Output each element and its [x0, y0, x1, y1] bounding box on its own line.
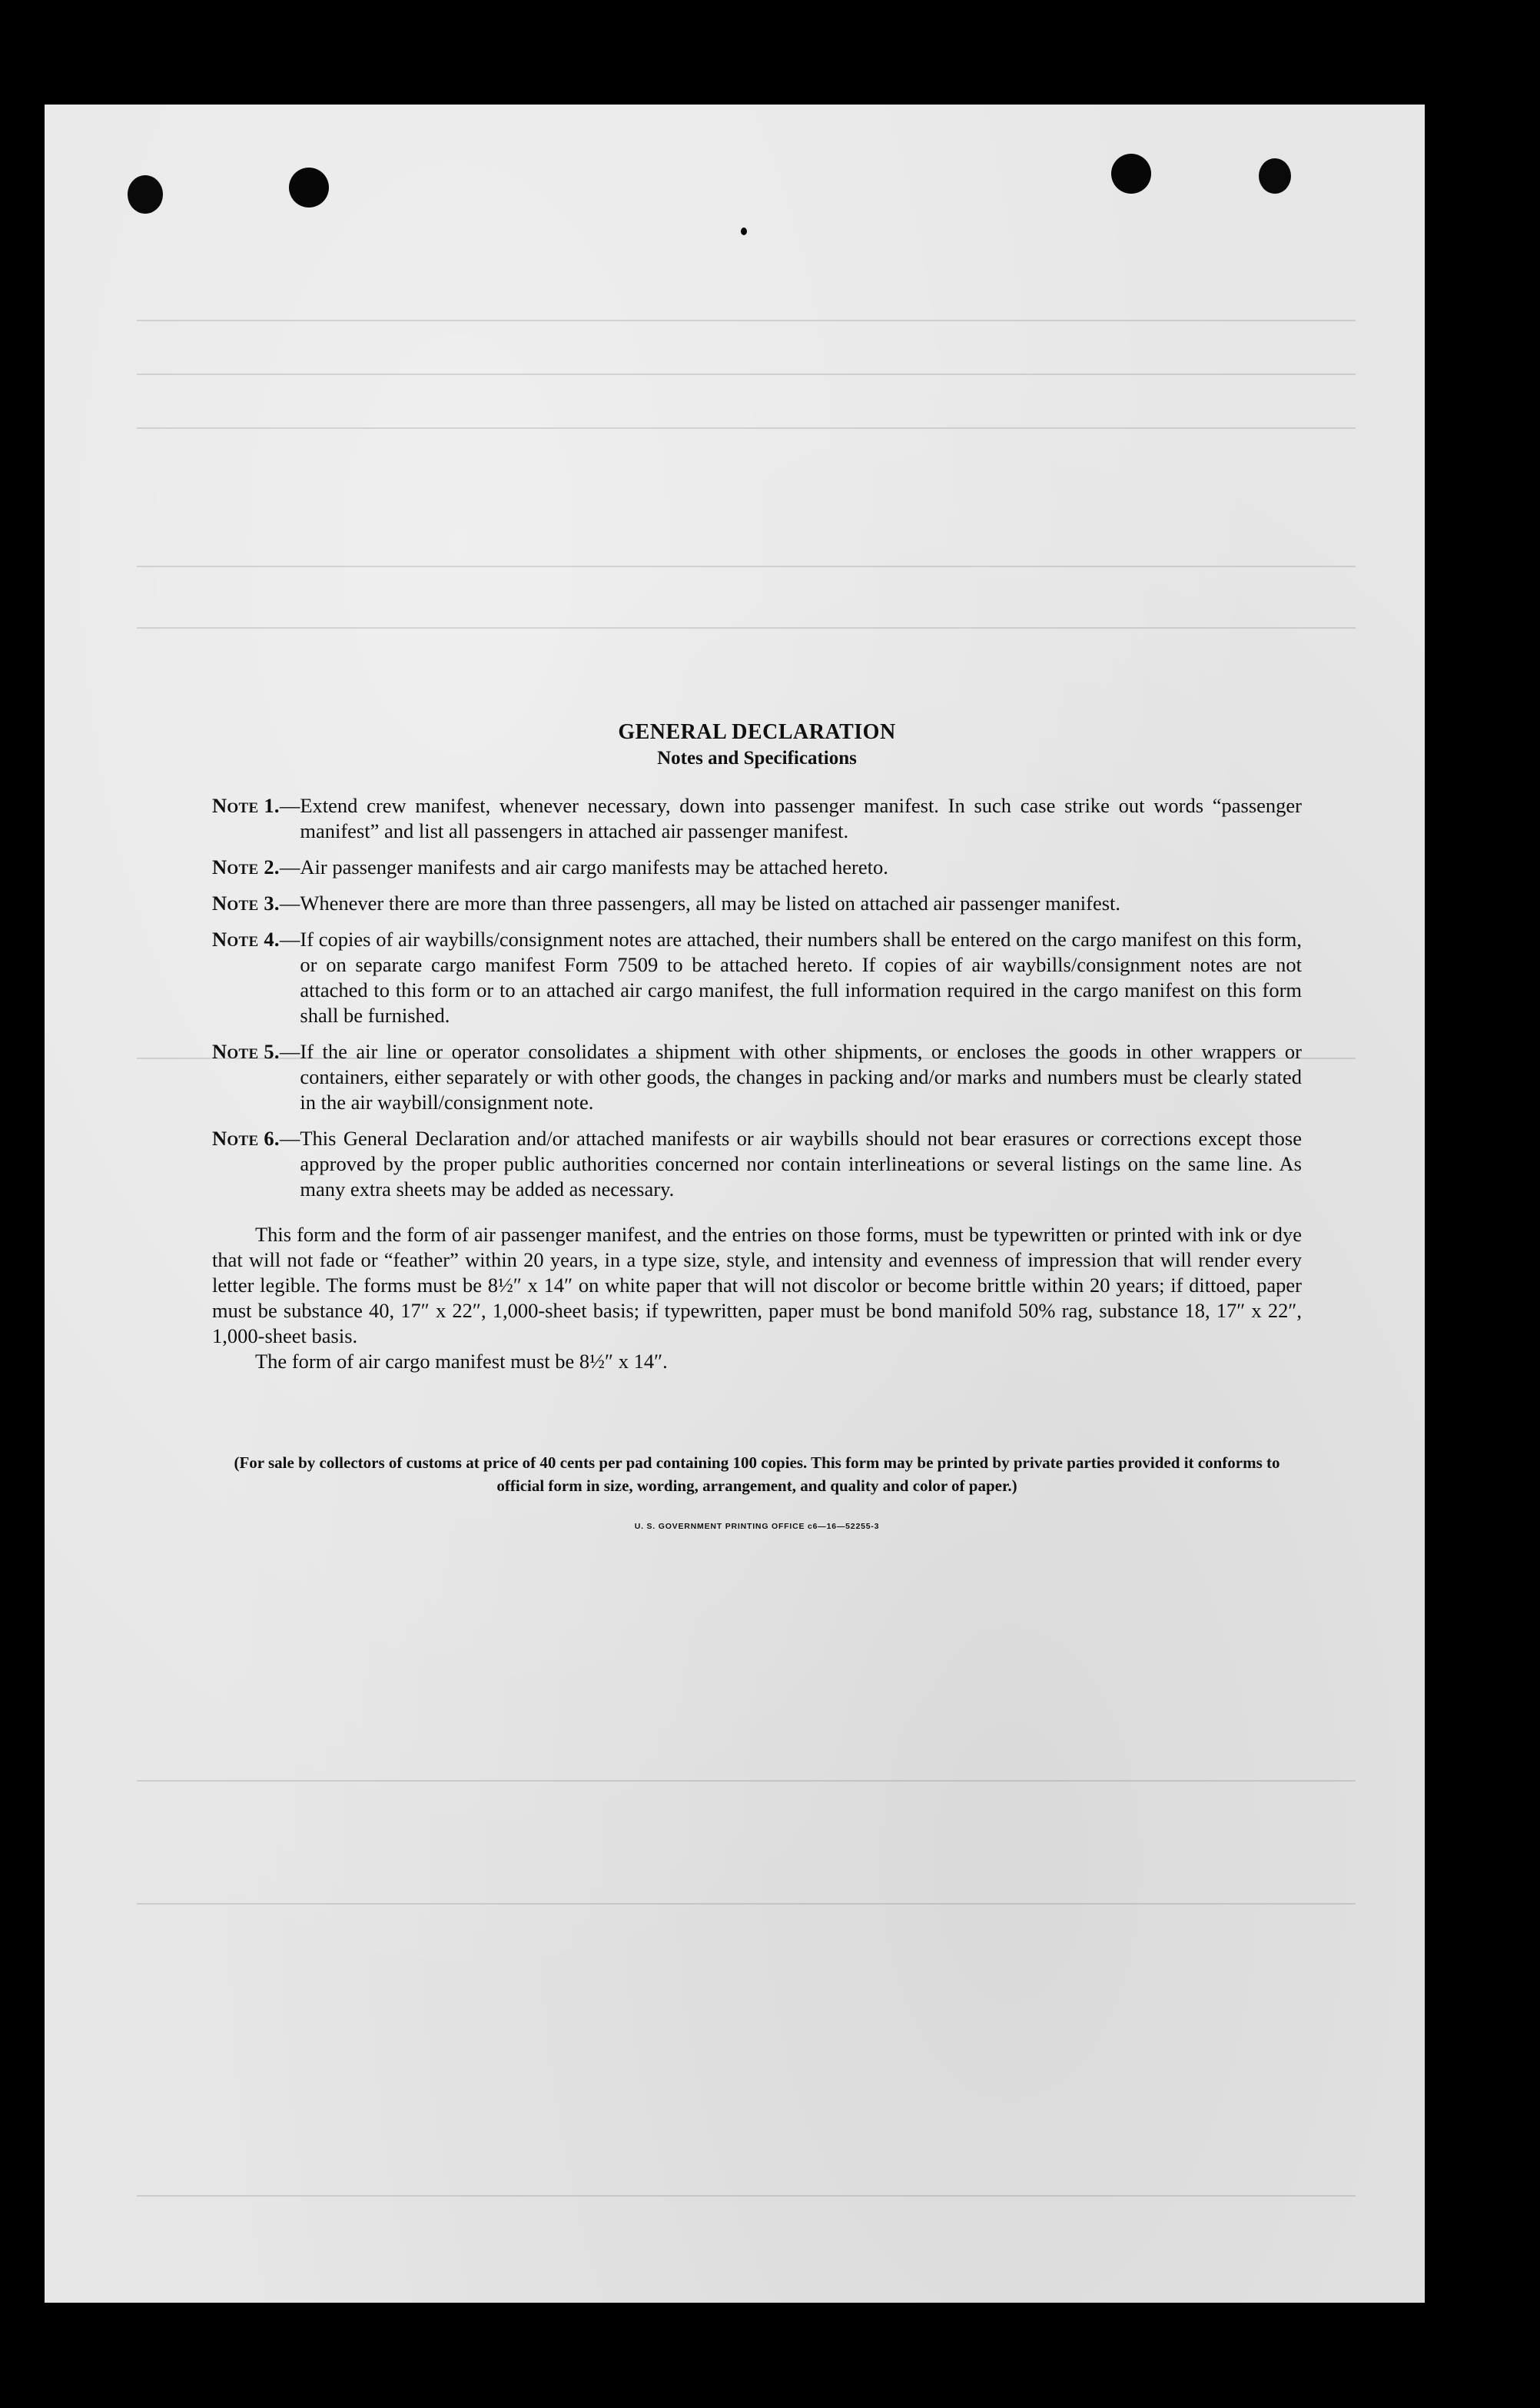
note-4 [212, 927, 1302, 1028]
note-text: Air passenger manifests and air cargo manifests may be attached hereto. [300, 855, 888, 879]
note-label: Note 1. [212, 794, 280, 817]
note-dash: — [279, 1040, 300, 1063]
note-label: Note 2. [212, 855, 280, 879]
note-dash: — [279, 892, 300, 915]
bleed-through-line [137, 320, 1356, 321]
ink-smudge-right [1259, 158, 1291, 194]
note-1 [212, 793, 1302, 844]
note-2 [212, 855, 1302, 880]
bleed-through-line [137, 627, 1356, 629]
note-label: Note 5. [212, 1040, 280, 1063]
note-text: Whenever there are more than three passengers, all may be listed on attached air passenger manifest. [300, 892, 1121, 915]
note-3 [212, 891, 1302, 916]
note-label: Note 3. [212, 892, 280, 915]
sale-note: (For sale by collectors of customs at price of 40 cents per pad containing 100 copies. This form may be printed by private parties provided it conforms to official form in size, wording, arrangement, and quality and color of paper.) [234, 1453, 1280, 1495]
note-text: If copies of air waybills/consignment notes are attached, their numbers shall be entered on the cargo manifest on this form, or on separate cargo manifest Form 7509 to be attached hereto. If copies of air waybills/consignment notes are not attached to this form or to an attached air cargo manifest, the full information required in the cargo manifest on this form shall be furnished. [300, 928, 1302, 1027]
note-dash: — [279, 794, 300, 817]
note-label: Note 6. [212, 1127, 280, 1150]
ink-speck [741, 228, 747, 235]
printer-line: U. S. GOVERNMENT PRINTING OFFICE c6—16—52255-3 [634, 1522, 880, 1531]
note-dash: — [279, 855, 300, 879]
bleed-through-line [137, 1780, 1356, 1782]
note-label: Note 4. [212, 928, 280, 951]
notes-content [212, 719, 1302, 1531]
bleed-through-line [137, 427, 1356, 429]
note-6 [212, 1126, 1302, 1202]
notes-list [212, 793, 1302, 1202]
bleed-through-line [137, 374, 1356, 375]
document-title: GENERAL DECLARATION [618, 720, 896, 744]
note-dash: — [279, 1127, 300, 1150]
punch-hole-left [289, 168, 329, 208]
bleed-through-line [137, 1903, 1356, 1905]
note-text: This General Declaration and/or attached manifests or air waybills should not bear erasures or corrections except those approved by the proper public authorities concerned nor contain interlineations or several listings on the same line. As many extra sheets may be added as necessary. [300, 1127, 1302, 1201]
note-5 [212, 1039, 1302, 1115]
note-text: Extend crew manifest, whenever necessary, down into passenger manifest. In such case strike out words “passenger manifest” and list all passengers in attached air passenger manifest. [300, 794, 1302, 842]
bleed-through-line [137, 2195, 1356, 2197]
ink-smudge-left [128, 175, 163, 214]
note-text: If the air line or operator consolidates a shipment with other shipments, or encloses the goods in other wrappers or containers, either separately or with other goods, the changes in packing and/or marks and numbers must be clearly stated in the air waybill/consignment note. [300, 1040, 1302, 1114]
punch-hole-right [1111, 154, 1151, 194]
document-subtitle: Notes and Specifications [657, 748, 857, 769]
form-specification-paragraph: This form and the form of air passenger manifest, and the entries on those forms, must be typewritten or printed with ink or dye that will not fade or “feather” within 20 years, in a type size, style, and intensity and evenness of impression that will render every letter legible. The forms must be 8½″ x 14″ on white paper that will not discolor or become brittle within 20 years; if dittoed, paper must be substance 40, 17″ x 22″, 1,000-sheet basis; if typewritten, paper must be bond manifold 50% rag, substance 18, 17″ x 22″, 1,000-sheet basis. [212, 1223, 1302, 1347]
cargo-manifest-size-paragraph: The form of air cargo manifest must be 8½″ x 14″. [255, 1350, 668, 1373]
note-dash: — [279, 928, 300, 951]
bleed-through-line [137, 566, 1356, 567]
